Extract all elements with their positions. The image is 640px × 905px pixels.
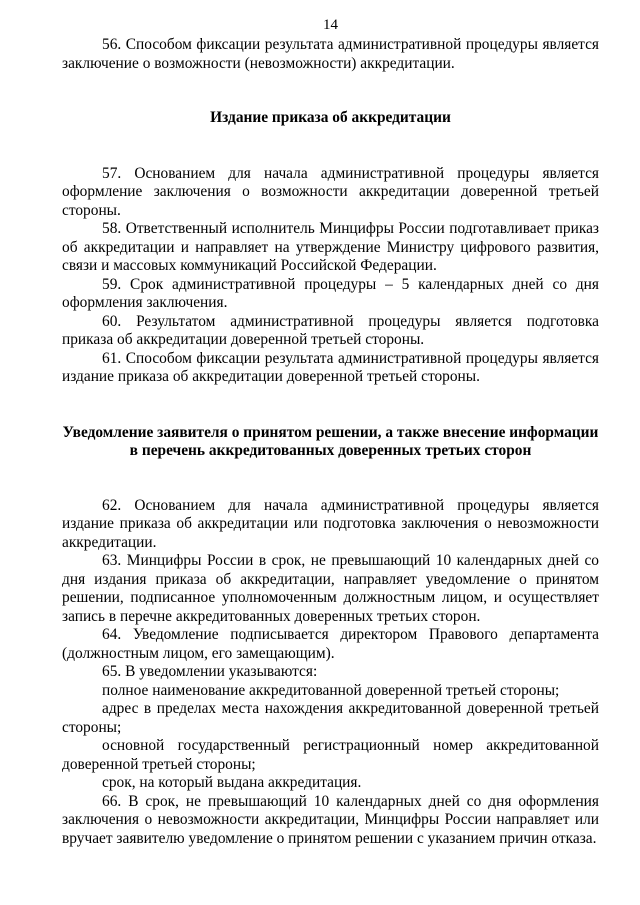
list-item-full-name: полное наименование аккредитованной доверенной третьей стороны; xyxy=(102,681,560,699)
section-heading-line-1: Уведомление заявителя о принятом решении, а также внесение информации xyxy=(62,423,599,441)
section-heading-notification xyxy=(62,424,599,461)
paragraph-58: 58. Ответственный исполнитель Минцифры России подготавливает приказ об аккредитации и направляет на утверждение Министру цифрового развития, связи и массовых коммуникаций Российской Федерации. xyxy=(62,220,599,274)
section-heading-line-2: в перечень аккредитованных доверенных третьих сторон xyxy=(129,442,532,459)
list-item-term: срок, на который выдана аккредитация. xyxy=(102,774,362,791)
paragraph-62: 62. Основанием для начала административной процедуры является издание приказа об аккредитации или подготовка заключения о невозможности аккредитации. xyxy=(62,496,599,551)
paragraph-60: 60. Результатом административной процедуры является подготовка приказа об аккредитации доверенной третьей стороны. xyxy=(62,312,599,348)
paragraph-65: 65. В уведомлении указываются: xyxy=(102,663,318,680)
paragraph-63: 63. Минцифры России в срок, не превышающий 10 календарных дней со дня издания приказа об аккредитации, направляет уведомление о принятом решении, подписанное уполномоченным должностным лицом, и осуществляет запись в перечне аккредитованных доверенных третьих сторон. xyxy=(62,552,599,625)
paragraph-57: 57. Основанием для начала административной процедуры является оформление заключения о возможности аккредитации доверенной третьей стороны. xyxy=(62,164,599,219)
page-number: 14 xyxy=(323,17,338,33)
paragraph-64: 64. Уведомление подписывается директором Правового департамента (должностным лицом, его замещающим). xyxy=(62,626,599,662)
section-heading-accreditation-order: Издание приказа об аккредитации xyxy=(210,109,451,126)
paragraph-66: 66. В срок, не превышающий 10 календарных дней со дня оформления заключения о невозможности аккредитации, Минцифры России направляет или вручает заявителю уведомление о принятом решении с указанием причин отказа. xyxy=(62,792,599,847)
list-item-ogrn: основной государственный регистрационный номер аккредитованной доверенной третьей стороны; xyxy=(62,737,599,773)
paragraph-61: 61. Способом фиксации результата административной процедуры является издание приказа об аккредитации доверенной третьей стороны. xyxy=(62,349,599,385)
list-item-address: адрес в пределах места нахождения аккредитованной доверенной третьей стороны; xyxy=(62,700,599,736)
paragraph-59: 59. Срок административной процедуры – 5 календарных дней со дня оформления заключения. xyxy=(62,275,599,311)
paragraph-56: 56. Способом фиксации результата административной процедуры является заключение о возможности (невозможности) аккредитации. xyxy=(62,36,599,72)
